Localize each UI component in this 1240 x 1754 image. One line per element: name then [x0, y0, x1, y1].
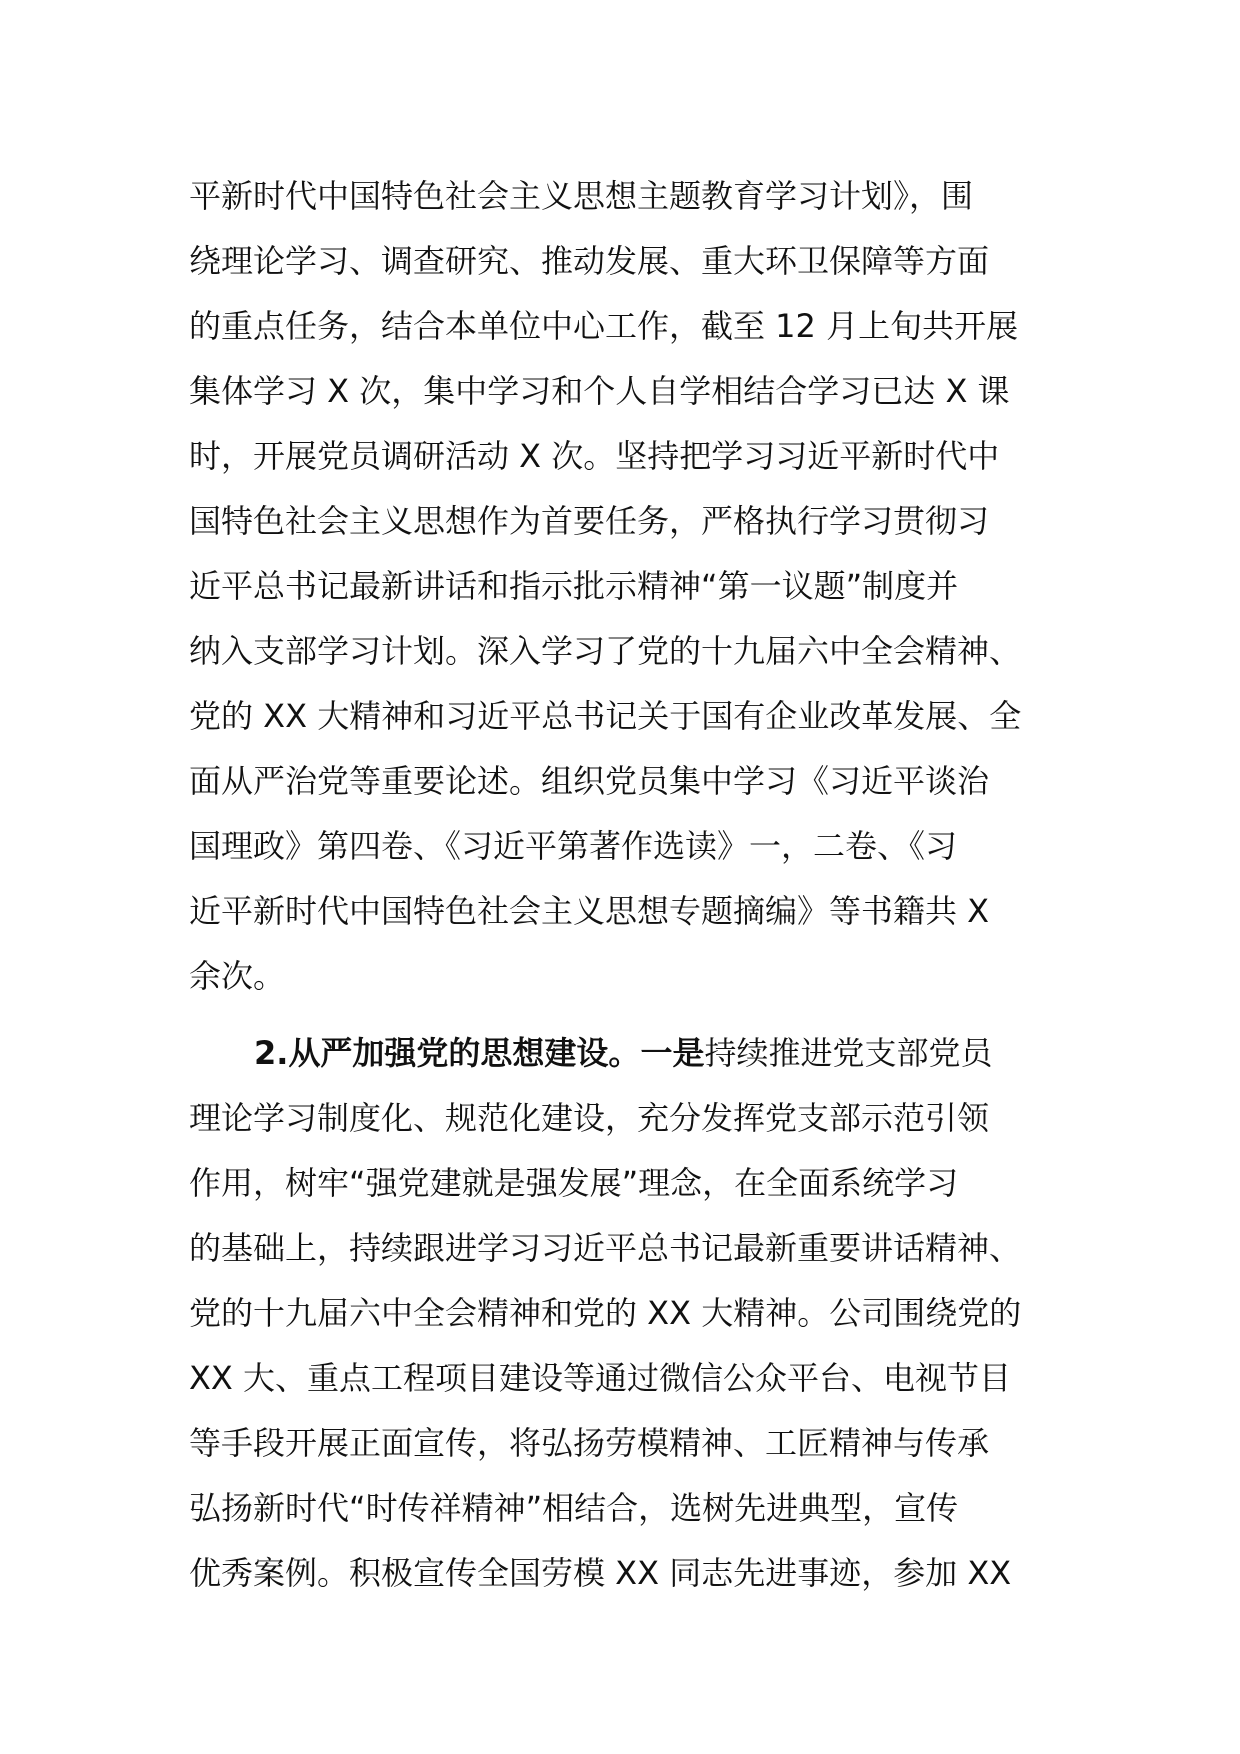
paragraph-ideological-building [189, 1021, 1061, 1606]
text-line: 的基础上，持续跟进学习习近平总书记最新重要讲话精神、 [189, 1229, 1022, 1267]
text-line-first [189, 1021, 1061, 1086]
text-line: 等手段开展正面宣传，将弘扬劳模精神、工匠精神与传承 [189, 1424, 990, 1462]
text-line: 的重点任务，结合本单位中心工作，截至 12 月上旬共开展 [189, 307, 1019, 345]
text-line: 弘扬新时代“时传祥精神”相结合，选树先进典型，宣传 [189, 1489, 959, 1527]
text-line: 国理政》第四卷、《习近平第著作选读》一，二卷、《习 [189, 827, 958, 865]
text-line: 绕理论学习、调查研究、推动发展、重大环卫保障等方面 [189, 242, 990, 280]
text-line: 平新时代中国特色社会主义思想主题教育学习计划》，围 [189, 177, 974, 215]
document-body [189, 164, 1061, 1606]
text-line: 近平新时代中国特色社会主义思想专题摘编》等书籍共 X [189, 892, 990, 930]
text-line: 党的 XX 大精神和习近平总书记关于国有企业改革发展、全 [189, 697, 1022, 735]
section-heading: 2.从严加强党的思想建设。 [254, 1034, 641, 1072]
text-line: 时，开展党员调研活动 X 次。坚持把学习习近平新时代中 [189, 437, 1000, 475]
text-segment: 持续推进党支部党员 [704, 1034, 993, 1072]
text-line: 优秀案例。积极宣传全国劳模 XX 同志先进事迹，参加 XX [189, 1554, 1012, 1592]
text-line: 理论学习制度化、规范化建设，充分发挥党支部示范引领 [189, 1099, 990, 1137]
text-line: XX 大、重点工程项目建设等通过微信公众平台、电视节目 [189, 1359, 1012, 1397]
text-line: 作用，树牢“强党建就是强发展”理念，在全面系统学习 [189, 1164, 959, 1202]
text-line: 面从严治党等重要论述。组织党员集中学习《习近平谈治 [189, 762, 990, 800]
text-line: 国特色社会主义思想作为首要任务，严格执行学习贯彻习 [189, 502, 990, 540]
text-line: 余次。 [189, 957, 286, 995]
text-line: 集体学习 X 次，集中学习和个人自学相结合学习已达 X 课 [189, 372, 1010, 410]
paragraph-study-plan [189, 164, 1061, 1009]
text-line: 纳入支部学习计划。深入学习了党的十九届六中全会精神、 [189, 632, 1022, 670]
text-line: 党的十九届六中全会精神和党的 XX 大精神。公司围绕党的 [189, 1294, 1022, 1332]
text-line: 近平总书记最新讲话和指示批示精神“第一议题”制度并 [189, 567, 959, 605]
item-marker: 一是 [640, 1034, 705, 1072]
